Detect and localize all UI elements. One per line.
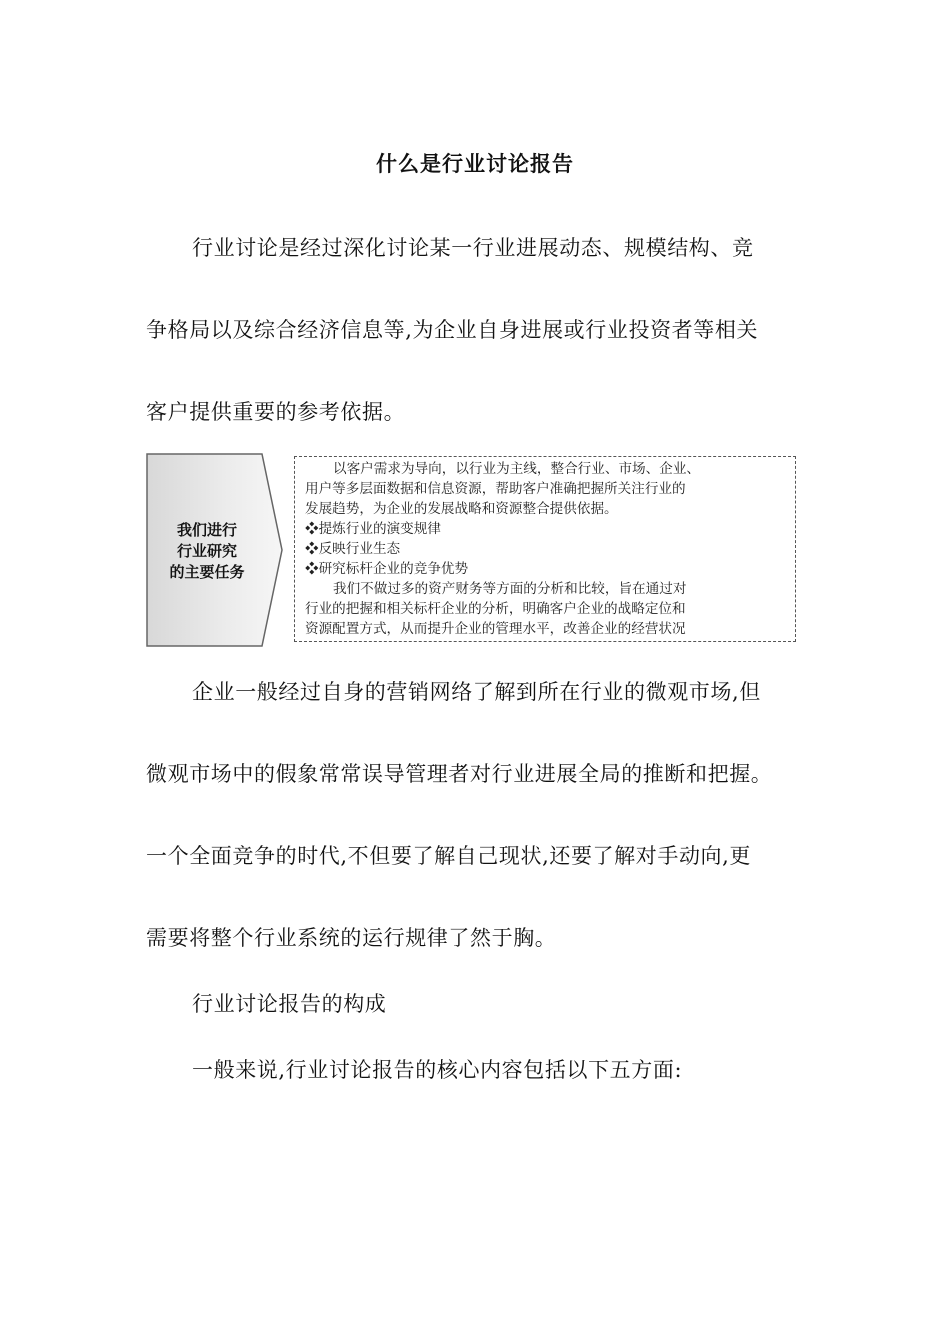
paragraph-2-line-4: 需要将整个行业系统的运行规律了然于胸。	[146, 926, 557, 950]
task-bullet-2: ❖反映行业生态	[305, 541, 401, 557]
task-label-line-3: 的主要任务	[169, 563, 245, 581]
paragraph-1-line-1: 行业讨论是经过深化讨论某一行业进展动态、规模结构、竞	[192, 236, 754, 260]
paragraph-2-line-1: 企业一般经过自身的营销网络了解到所在行业的微观市场,但	[192, 680, 761, 704]
task-label-line-2: 行业研究	[176, 542, 237, 560]
task-bullet-3: ❖研究标杆企业的竞争优势	[305, 561, 469, 577]
task-line-8: 行业的把握和相关标杆企业的分析，明确客户企业的战略定位和	[305, 601, 686, 617]
task-line-9: 资源配置方式，从而提升企业的管理水平，改善企业的经营状况	[305, 621, 686, 637]
paragraph-2-line-2: 微观市场中的假象常常误导管理者对行业进展全局的推断和把握。	[146, 762, 773, 786]
task-line-2: 用户等多层面数据和信息资源，帮助客户准确把握所关注行业的	[305, 481, 686, 497]
task-bullet-1: ❖提炼行业的演变规律	[305, 521, 441, 537]
task-description-box	[294, 456, 796, 642]
paragraph-1-line-3: 客户提供重要的参考依据。	[146, 400, 406, 424]
task-label-line-1: 我们进行	[176, 521, 237, 539]
paragraph-1-line-2: 争格局以及综合经济信息等,为企业自身进展或行业投资者等相关	[146, 318, 759, 342]
task-line-1: 以客户需求为导向，以行业为主线，整合行业、市场、企业、	[333, 461, 701, 477]
task-figure	[146, 452, 802, 648]
page-title: 什么是行业讨论报告	[376, 152, 574, 176]
task-label	[146, 520, 268, 583]
paragraph-3: 一般来说,行业讨论报告的核心内容包括以下五方面:	[192, 1058, 683, 1082]
task-line-7: 我们不做过多的资产财务等方面的分析和比较，旨在通过对	[333, 581, 687, 597]
section-heading: 行业讨论报告的构成	[192, 992, 387, 1016]
paragraph-2-line-3: 一个全面竞争的时代,不但要了解自己现状,还要了解对手动向,更	[146, 844, 752, 868]
task-line-3: 发展趋势，为企业的发展战略和资源整合提供依据。	[305, 501, 618, 517]
